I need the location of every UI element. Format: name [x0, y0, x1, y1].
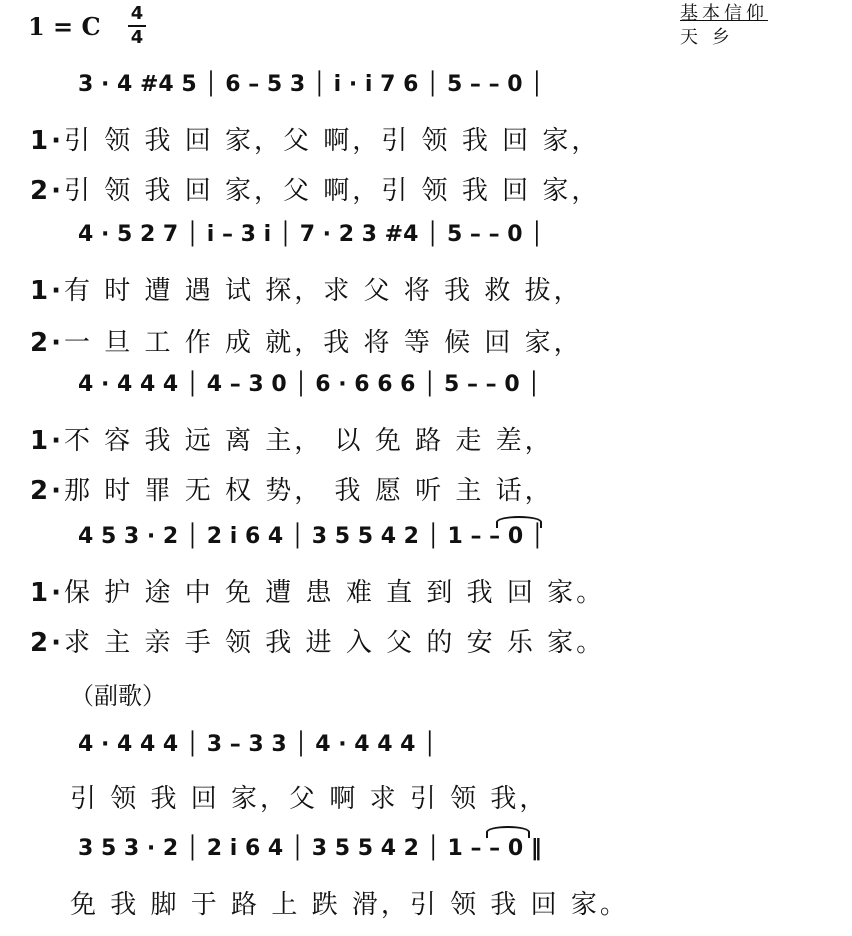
lyric-row-1-verse-1: [30, 120, 600, 157]
verse-number: 2·: [30, 328, 64, 358]
lyric-row-4-verse-1: [30, 572, 605, 609]
lyric-row-3-verse-2: [30, 470, 554, 507]
lyric-row-2-verse-2: [30, 322, 583, 359]
lyric-text: 保 护 途 中 免 遭 患 难 直 到 我 回 家。: [63, 578, 606, 608]
notation-row-2: 4 · 5 2 7 │ i – 3 i │ 7 · 2 3 #4 │ 5 – – 0 │: [78, 222, 544, 247]
lyricist: 基本信仰: [680, 3, 768, 24]
verse-number: 1·: [30, 126, 64, 156]
verse-number: 1·: [30, 276, 64, 306]
chorus-notation-row-2: 3 5 3 · 2 │ 2 i 6 4 │ 3 5 5 4 2 │ 1 – – 0 ‖: [78, 836, 542, 861]
lyric-row-4-verse-2: [30, 622, 605, 659]
notation-row-4: 4 5 3 · 2 │ 2 i 6 4 │ 3 5 5 4 2 │ 1 – – 0 │: [78, 524, 545, 549]
notation-row-3: 4 · 4 4 4 │ 4 – 3 0 │ 6 · 6 6 6 │ 5 – – 0 │: [78, 372, 541, 397]
tie-mark: [496, 516, 542, 528]
composer: 天 乡: [680, 27, 734, 48]
lyric-text: 引 领 我 回 家，父 啊，引 领 我 回 家，: [63, 176, 601, 206]
lyric-text: 求 主 亲 手 领 我 进 入 父 的 安 乐 家。: [63, 628, 606, 658]
verse-number: 2·: [30, 628, 64, 658]
lyric-text: 一 旦 工 作 成 就，我 将 等 候 回 家，: [63, 328, 583, 358]
tie-mark: [486, 826, 530, 838]
lyric-row-2-verse-1: [30, 270, 583, 307]
chorus-lyric-row-1: 引 领 我 回 家，父 啊 求 引 领 我，: [70, 784, 549, 814]
notation-row-1: 3 · 4 #4 5 │ 6 – 5 3 │ i · i 7 6 │ 5 – – 0 │: [78, 72, 544, 97]
time-signature: [126, 4, 148, 48]
time-signature-top: 4: [130, 3, 144, 24]
verse-number: 2·: [30, 476, 64, 506]
key-signature: 1 = C: [28, 12, 101, 41]
chorus-notation-row-1: 4 · 4 4 4 │ 3 – 3 3 │ 4 · 4 4 4 │: [78, 732, 437, 757]
lyric-text: 不 容 我 远 离 主， 以 免 路 走 差，: [63, 426, 554, 456]
lyric-text: 有 时 遭 遇 试 探，求 父 将 我 救 拔，: [63, 276, 583, 306]
verse-number: 2·: [30, 176, 64, 206]
lyric-text: 引 领 我 回 家，父 啊，引 领 我 回 家，: [63, 126, 601, 156]
time-signature-bottom: 4: [130, 27, 144, 48]
chorus-label: （副歌）: [70, 682, 166, 710]
verse-number: 1·: [30, 426, 64, 456]
chorus-lyric-row-2: 免 我 脚 于 路 上 跌 滑，引 领 我 回 家。: [70, 890, 629, 920]
credits: [680, 2, 768, 50]
lyric-row-3-verse-1: [30, 420, 554, 457]
verse-number: 1·: [30, 578, 64, 608]
lyric-row-1-verse-2: [30, 170, 600, 207]
lyric-text: 那 时 罪 无 权 势， 我 愿 听 主 话，: [63, 476, 554, 506]
